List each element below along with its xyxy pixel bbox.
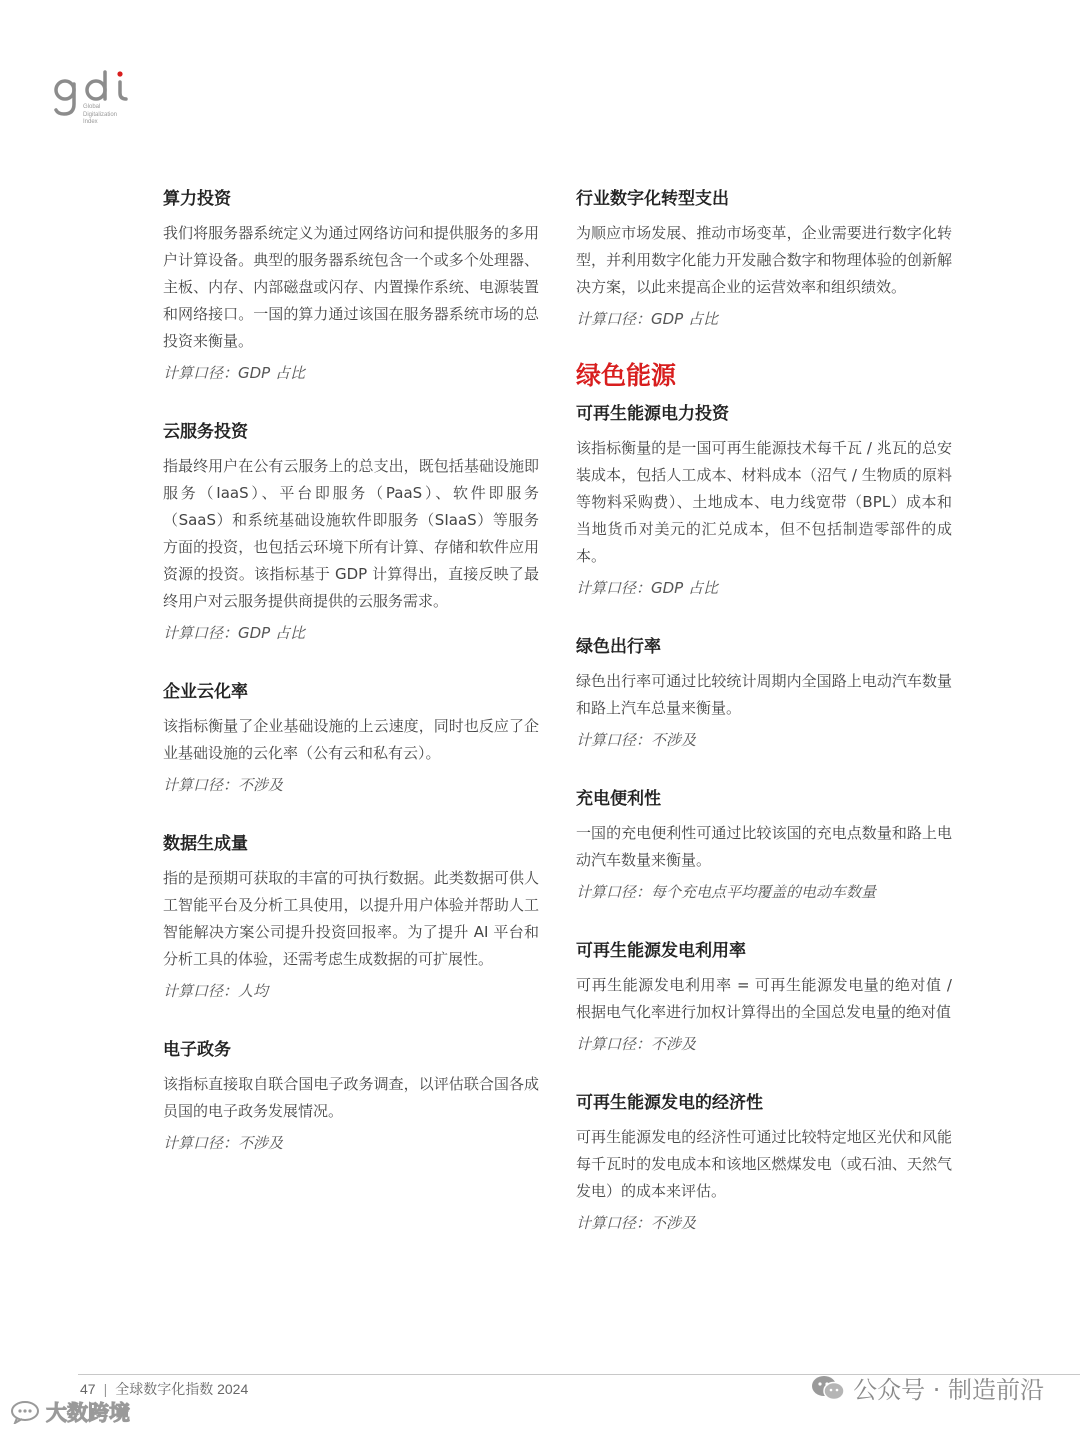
section-renewable-power-investment — [576, 401, 952, 601]
section-green-travel-rate — [576, 634, 952, 753]
section-cloud-service-investment — [163, 419, 539, 646]
section-caliber: 计算口径：GDP 占比 — [163, 364, 305, 382]
section-body: 该指标直接取自联合国电子政务调查，以评估联合国各成员国的电子政务发展情况。 — [163, 1075, 539, 1120]
section-enterprise-cloud-rate — [163, 679, 539, 798]
left-column — [163, 186, 539, 1189]
section-caliber: 计算口径：不涉及 — [163, 1134, 284, 1152]
section-title: 算力投资 — [163, 189, 231, 209]
section-body: 为顺应市场发展、推动市场变革，企业需要进行数字化转型，并利用数字化能力开发融合数字和物理体验的创新解决方案，以此来提高企业的运营效率和组织绩效。 — [576, 224, 952, 296]
section-title: 可再生能源发电利用率 — [576, 941, 746, 961]
section-caliber: 计算口径：不涉及 — [576, 1214, 697, 1232]
section-renewable-utilization — [576, 938, 952, 1057]
section-caliber: 计算口径：GDP 占比 — [576, 579, 718, 597]
right-column — [576, 186, 952, 1269]
section-charging-convenience — [576, 786, 952, 905]
section-title: 电子政务 — [163, 1040, 231, 1060]
section-caliber: 计算口径：不涉及 — [576, 1035, 697, 1053]
section-caliber: 计算口径：人均 — [163, 982, 269, 1000]
logo-subtitle: Global Digitalization Index — [83, 104, 118, 125]
footer-separator: | — [103, 1381, 108, 1397]
section-caliber: 计算口径：每个充电点平均覆盖的电动车数量 — [576, 883, 877, 901]
section-body: 该指标衡量的是一国可再生能源技术每千瓦 / 兆瓦的总安装成本，包括人工成本、材料成本（沼气 / 生物质的原料等物料采购费）、土地成本、电力线宽带（BPL）成本和当地货币对美元的汇兑成本，但不包括制造零部件的成本。 — [576, 439, 952, 565]
section-caliber: 计算口径：GDP 占比 — [576, 310, 718, 328]
section-title: 绿色出行率 — [576, 637, 661, 657]
section-title: 数据生成量 — [163, 834, 248, 854]
platform-watermark: 大数跨境 — [10, 1397, 130, 1427]
section-title: 云服务投资 — [163, 422, 248, 442]
page-number: 47 — [80, 1381, 96, 1397]
footer — [80, 1379, 248, 1399]
section-renewable-economics — [576, 1090, 952, 1236]
section-industry-digital-spend — [576, 186, 952, 332]
section-body: 指的是预期可获取的丰富的可执行数据。此类数据可供人工智能平台及分析工具使用，以提升用户体验并帮助人工智能解决方案公司提升投资回报率。为了提升 AI 平台和分析工具的体验，还需考虑生成数据的可扩展性。 — [163, 869, 539, 968]
wechat-icon — [811, 1374, 845, 1402]
section-caliber: 计算口径：GDP 占比 — [163, 624, 305, 642]
section-title: 行业数字化转型支出 — [576, 189, 729, 209]
section-caliber: 计算口径：不涉及 — [576, 731, 697, 749]
doc-title: 全球数字化指数 2024 — [115, 1381, 249, 1397]
section-caliber: 计算口径：不涉及 — [163, 776, 284, 794]
category-title-green-energy: 绿色能源 — [576, 361, 677, 390]
section-body: 可再生能源发电的经济性可通过比较特定地区光伏和风能每千瓦时的发电成本和该地区燃煤发电（或石油、天然气发电）的成本来评估。 — [576, 1128, 952, 1200]
section-title: 可再生能源发电的经济性 — [576, 1093, 763, 1113]
chat-bubble-icon — [10, 1400, 40, 1424]
section-data-generation — [163, 831, 539, 1004]
section-body: 指最终用户在公有云服务上的总支出，既包括基础设施即服务（IaaS）、平台即服务（PaaS）、软件即服务（SaaS）和系统基础设施软件即服务（SIaaS）等服务方面的投资，也包括云环境下所有计算、存储和软件应用资源的投资。该指标基于 GDP 计算得出，直接反映了最终用户对云服务提供商提供的云服务需求。 — [163, 457, 539, 610]
wechat-watermark: 公众号 · 制造前沿 — [811, 1370, 1044, 1405]
section-title: 充电便利性 — [576, 789, 661, 809]
section-compute-investment — [163, 186, 539, 386]
section-e-government — [163, 1037, 539, 1156]
section-body: 该指标衡量了企业基础设施的上云速度，同时也反应了企业基础设施的云化率（公有云和私有云）。 — [163, 717, 539, 762]
section-body: 绿色出行率可通过比较统计周期内全国路上电动汽车数量和路上汽车总量来衡量。 — [576, 672, 952, 717]
section-title: 可再生能源电力投资 — [576, 404, 729, 424]
section-title: 企业云化率 — [163, 682, 248, 702]
section-body: 我们将服务器系统定义为通过网络访问和提供服务的多用户计算设备。典型的服务器系统包含一个或多个处理器、主板、内存、内部磁盘或闪存、内置操作系统、电源装置和网络接口。一国的算力通过该国在服务器系统市场的总投资来衡量。 — [163, 224, 539, 350]
section-body: 可再生能源发电利用率 = 可再生能源发电量的绝对值 / 根据电气化率进行加权计算得出的全国总发电量的绝对值 — [576, 976, 952, 1021]
section-body: 一国的充电便利性可通过比较该国的充电点数量和路上电动汽车数量来衡量。 — [576, 824, 952, 869]
